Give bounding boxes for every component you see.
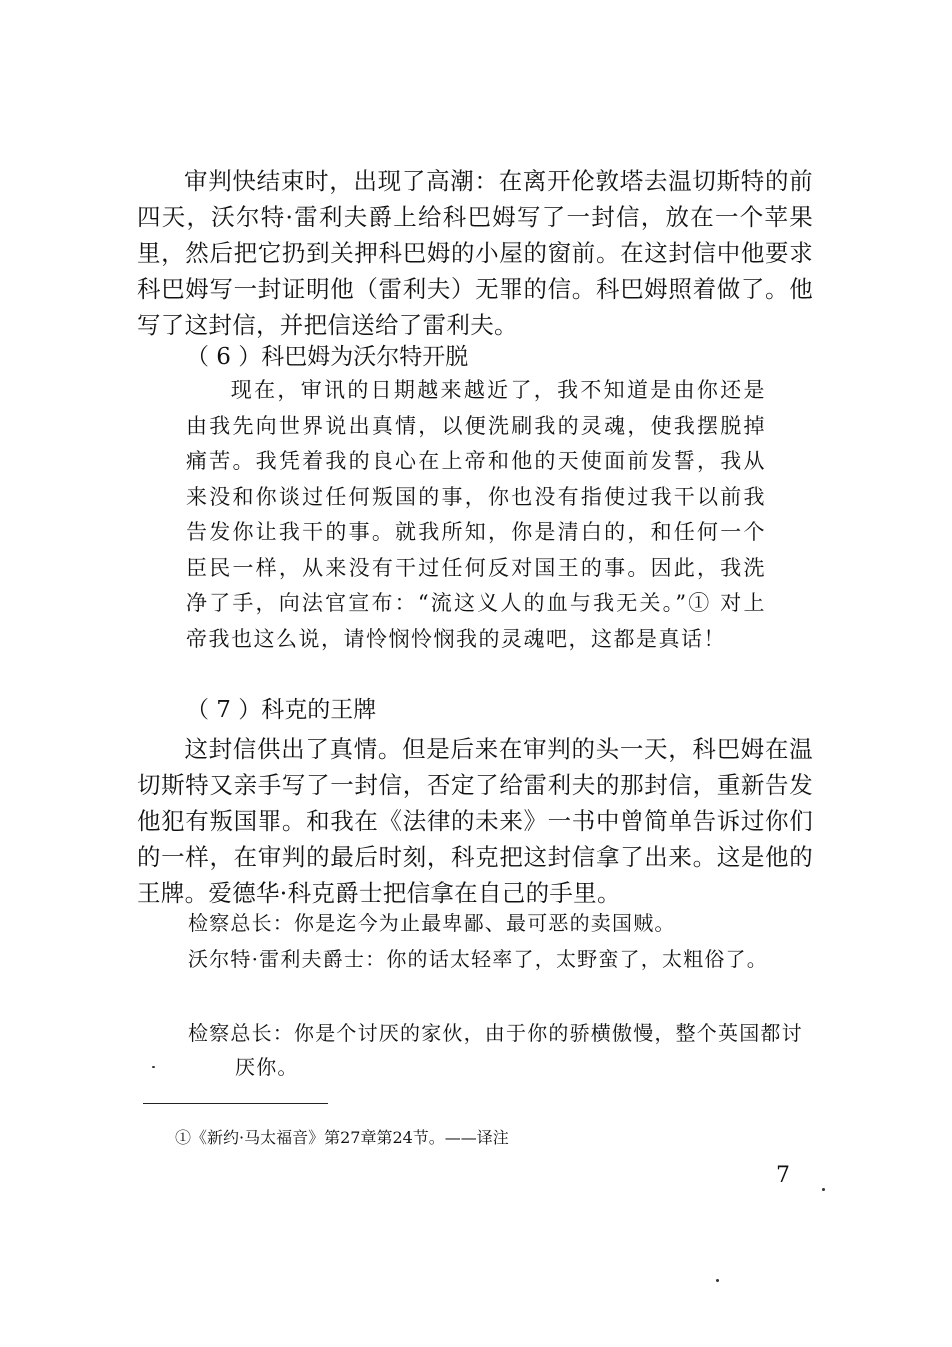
page-number: 7 <box>776 1163 790 1188</box>
letter-quote <box>186 373 766 657</box>
paragraph-trump-card <box>137 731 813 911</box>
letter-quote-text: 现在，审讯的日期越来越近了，我不知道是由你还是由我先向世界说出真情，以便洗刷我的灵魂，使我摆脱掉痛苦。我凭着我的良心在上帝和他的天使面前发誓，我从来没和你谈过任何叛国的事，你也没有指使过我干以前我告发你让我干的事。就我所知，你是清白的，和任何一个臣民一样，从来没有干过任何反对国王的事。因此，我洗净了手，向法官宣布：“流这义人的血与我无关。”① 对上帝我也这么说，请怜悯怜悯我的灵魂吧，这都是真话！ <box>186 378 766 651</box>
dialogue-line-3 <box>188 1016 815 1084</box>
dialogue-speaker: 检察总长： <box>188 911 294 935</box>
dialogue-text: 你的话太轻率了，太野蛮了，太粗俗了。 <box>386 947 768 971</box>
section-heading-6: （ 6 ）科巴姆为沃尔特开脱 <box>186 344 469 370</box>
dialogue-text: 你是个讨厌的家伙，由于你的骄横傲慢，整个英国都讨厌你。 <box>235 1021 803 1079</box>
scan-speck <box>716 1279 719 1282</box>
dialogue-speaker: 检察总长： <box>188 1021 294 1045</box>
dialogue-text: 你是迄今为止最卑鄙、最可恶的卖国贼。 <box>294 911 676 935</box>
paragraph-climax: 审判快结束时，出现了高潮：在离开伦敦塔去温切斯特的前四天，沃尔特·雷利夫爵上给科巴姆写了一封信，放在一个苹果里，然后把它扔到关押科巴姆的小屋的窗前。在这封信中他要求科巴姆写一封证明他（雷利夫）无罪的信。科巴姆照着做了。他写了这封信，并把信送给了雷利夫。 <box>137 167 813 339</box>
scan-speck <box>152 1066 155 1068</box>
footnote: ①《新约·马太福音》第27章第24节。——译注 <box>175 1128 509 1147</box>
dialogue-line-2 <box>188 942 815 976</box>
dialogue-speaker: 沃尔特·雷利夫爵士： <box>188 947 387 971</box>
footnote-divider <box>143 1103 328 1104</box>
dialogue-line-1 <box>188 906 795 940</box>
paragraph-trump-card-text: 这封信供出了真情。但是后来在审判的头一天，科巴姆在温切斯特又亲手写了一封信，否定了给雷利夫的那封信，重新告发他犯有叛国罪。和我在《法律的未来》一书中曾简单告诉过你们的一样，在审判的最后时刻，科克把这封信拿了出来。这是他的王牌。爱德华·科克爵士把信拿在自己的手里。 <box>137 735 813 907</box>
section-heading-7: （ 7 ）科克的王牌 <box>186 697 377 723</box>
scan-speck <box>822 1188 825 1191</box>
